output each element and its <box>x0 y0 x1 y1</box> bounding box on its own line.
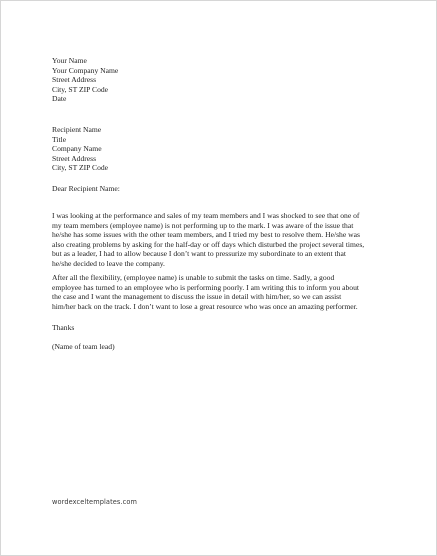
paragraph-line: he/she decided to leave the company. <box>52 258 165 268</box>
salutation-text: Dear Recipient Name: <box>52 184 120 193</box>
sender-name: Your Name <box>52 56 87 65</box>
paragraph-line: employee has turned to an employee who is performing poorly. I am writing this to inform you about <box>52 282 359 292</box>
paragraph-line: the case and I want the management to discuss the issue in detail with him/her, so we can assist <box>52 292 342 302</box>
signature-block <box>52 342 392 352</box>
paragraph-line: After all the flexibility, (employee name) is unable to submit the tasks on time. Sadly, a good <box>52 273 335 282</box>
body-paragraph-2 <box>52 273 392 311</box>
closing-text: Thanks <box>52 323 75 332</box>
paragraph-line: also creating problems by asking for the half-day or off days which disturbed the project several times, <box>52 239 365 249</box>
footer-website: wordexceltemplates.com <box>52 498 138 506</box>
recipient-name: Recipient Name <box>52 125 102 134</box>
paragraph-line: my team members (employee name) is not performing up to the mark. I was aware of the issue that <box>52 220 354 230</box>
recipient-address-block <box>52 125 392 173</box>
closing <box>52 323 392 333</box>
sender-street: Street Address <box>52 75 97 85</box>
sender-company: Your Company Name <box>52 65 119 75</box>
signature-name: (Name of team lead) <box>52 342 115 351</box>
recipient-city: City, ST ZIP Code <box>52 163 109 173</box>
recipient-company: Company Name <box>52 144 102 154</box>
paragraph-line: him/her back on the track. I don’t want to lose a great resource who was once an amazing performer. <box>52 301 358 311</box>
paragraph-line: but as a leader, I had to allow because I don’t want to pressurize my subordinate to an extent that <box>52 249 346 259</box>
sender-address-block <box>52 56 392 104</box>
body-paragraph-1 <box>52 211 392 269</box>
paragraph-line: I was looking at the performance and sales of my team members and I was shocked to see that one of <box>52 211 360 220</box>
recipient-title: Title <box>52 134 67 144</box>
sender-city: City, ST ZIP Code <box>52 84 109 94</box>
letter-date: Date <box>52 94 67 104</box>
recipient-street: Street Address <box>52 153 97 163</box>
salutation <box>52 184 392 194</box>
paragraph-line: he/she has some issues with the other team members, and I tried my best to resolve them. He/she was <box>52 230 360 240</box>
